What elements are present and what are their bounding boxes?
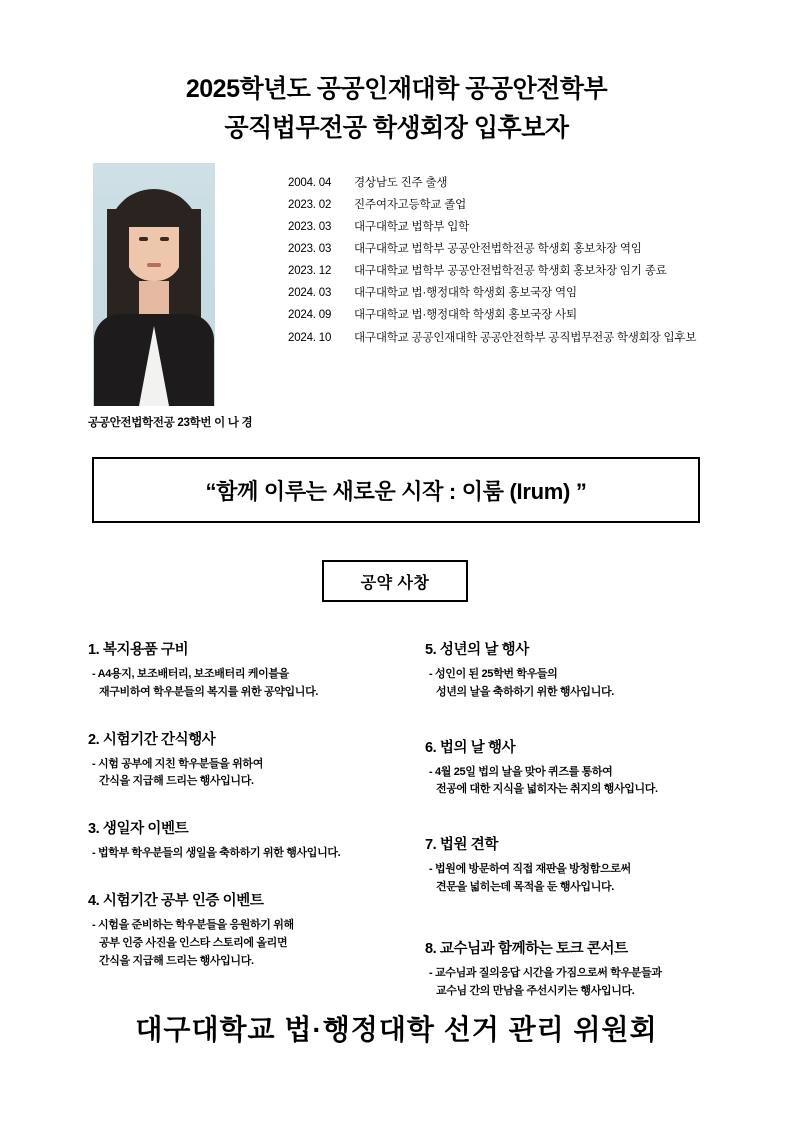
portrait-eye-left: [139, 237, 148, 241]
footer-committee: 대구대학교 법·행정대학 선거 관리 위원회: [135, 1014, 658, 1045]
pledge-desc-line: - 성인이 된 25학번 학우들의: [429, 668, 558, 680]
pledge-desc-line: - 4월 25일 법의 날을 맞아 퀴즈를 통하여: [429, 765, 613, 778]
portrait-shirt: [139, 326, 169, 406]
pledge-title: 6. 법의 날 행사: [425, 739, 516, 756]
pledge-desc-line: 전공에 대한 지식을 넓히자는 취지의 행사입니다.: [436, 783, 658, 796]
portrait-image: [93, 163, 215, 406]
career-text: 대구대학교 법학부 공공안전법학전공 학생회 홍보차장 역임: [354, 243, 642, 256]
pledge-title: 2. 시험기간 간식행사: [88, 731, 216, 748]
career-date: 2024. 03: [288, 287, 332, 300]
pledge-column-left: [88, 638, 371, 1020]
pledge-column-right: [425, 638, 708, 1020]
pledge-desc-line: 공부 인증 사진을 인스타 스토리에 올리면: [99, 936, 288, 949]
career-row: [288, 216, 768, 238]
portrait-jacket: [94, 314, 214, 406]
pledge-item: [88, 889, 371, 970]
career-row: [288, 260, 768, 282]
pledge-item: [88, 728, 371, 792]
career-row: [288, 172, 768, 194]
title-line-2: 공직법무전공 학생회장 입후보자: [224, 113, 569, 142]
pledge-desc-line: - 시험 공부에 지친 학우분들을 위하여: [92, 757, 263, 770]
pledge-desc-line: - A4용지, 보조배터리, 보조배터리 케이블을: [92, 668, 289, 680]
pledge-desc-line: 견문을 넓히는데 목적을 둔 행사입니다.: [436, 881, 614, 894]
pledge-title: 5. 성년의 날 행사: [425, 642, 529, 658]
career-date: 2023. 03: [288, 221, 332, 234]
pledge-desc-line: 성년의 날을 축하하기 위한 행사입니다.: [436, 685, 614, 698]
career-text: 대구대학교 법·행정대학 학생회 홍보국장 사퇴: [354, 309, 577, 322]
photo-caption: 공공안전법학전공 23학번 이 나 경: [88, 417, 253, 429]
portrait-hair-right: [179, 209, 201, 329]
pledge-title: 1. 복지용품 구비: [88, 642, 189, 658]
career-date: 2023. 03: [288, 243, 332, 256]
career-row: [288, 238, 768, 260]
career-text: 대구대학교 공공인재대학 공공안전학부 공직법무전공 학생회장 입후보: [354, 331, 697, 344]
career-text: 경상남도 진주 출생: [354, 177, 448, 189]
pledge-desc-line: - 교수님과 질의응답 시간을 가짐으로써 학우분들과: [429, 966, 662, 979]
slogan-box: [92, 457, 700, 523]
pledge-header-text: 공약 사창: [360, 574, 430, 592]
pledge-item: [88, 638, 371, 702]
pledge-item: [425, 638, 708, 702]
career-text: 진주여자고등학교 졸업: [354, 199, 467, 212]
pledge-desc-line: 교수님 간의 만남을 주선시키는 행사입니다.: [436, 984, 635, 997]
pledge-item: [88, 817, 371, 863]
career-date: 2004. 04: [288, 177, 332, 189]
career-text: 대구대학교 법학부 입학: [354, 221, 470, 234]
pledge-desc-line: - 법학부 학우분들의 생일을 축하하기 위한 행사입니다.: [92, 847, 341, 860]
pledge-desc-line: - 시험을 준비하는 학우분들을 응원하기 위해: [92, 919, 294, 932]
pledge-section: [88, 638, 708, 1020]
title-line-1: 2025학년도 공공인재대학 공공안전학부: [185, 75, 608, 103]
pledge-desc-line: 간식을 지급해 드리는 행사입니다.: [99, 954, 254, 967]
pledge-title: 7. 법원 견학: [425, 837, 498, 854]
career-row: [288, 282, 768, 304]
portrait-mouth: [147, 263, 161, 267]
career-date: 2023. 02: [288, 199, 332, 212]
pledge-item: [425, 833, 708, 897]
slogan-text: “함께 이루는 새로운 시작 : 이룸 (Irum) ”: [205, 478, 587, 504]
career-date: 2024. 10: [288, 331, 332, 344]
career-row: [288, 304, 768, 326]
pledge-title: 8. 교수님과 함께하는 토크 콘서트: [425, 940, 628, 957]
career-text: 대구대학교 법·행정대학 학생회 홍보국장 역임: [354, 287, 577, 300]
career-text: 대구대학교 법학부 공공안전법학전공 학생회 홍보차장 임기 종료: [354, 265, 667, 278]
career-row: [288, 327, 768, 349]
portrait-eye-right: [160, 237, 169, 241]
pledge-header-box: [322, 560, 468, 602]
candidate-photo: [93, 163, 215, 406]
pledge-title: 4. 시험기간 공부 인증 이벤트: [88, 893, 264, 910]
pledge-desc-line: 간식을 지급해 드리는 행사입니다.: [99, 775, 254, 788]
pledge-item: [425, 736, 708, 800]
portrait-hair-left: [107, 209, 129, 329]
career-list: [288, 172, 768, 349]
career-date: 2023. 12: [288, 265, 332, 278]
pledge-desc-line: - 법원에 방문하여 직접 재판을 방청함으로써: [429, 863, 631, 876]
career-date: 2024. 09: [288, 309, 332, 322]
pledge-title: 3. 생일자 이벤트: [88, 821, 189, 838]
career-row: [288, 194, 768, 216]
pledge-desc-line: 재구비하여 학우분들의 복지를 위한 공약입니다.: [99, 685, 319, 698]
pledge-item: [425, 937, 708, 1001]
page-title: [0, 70, 793, 148]
